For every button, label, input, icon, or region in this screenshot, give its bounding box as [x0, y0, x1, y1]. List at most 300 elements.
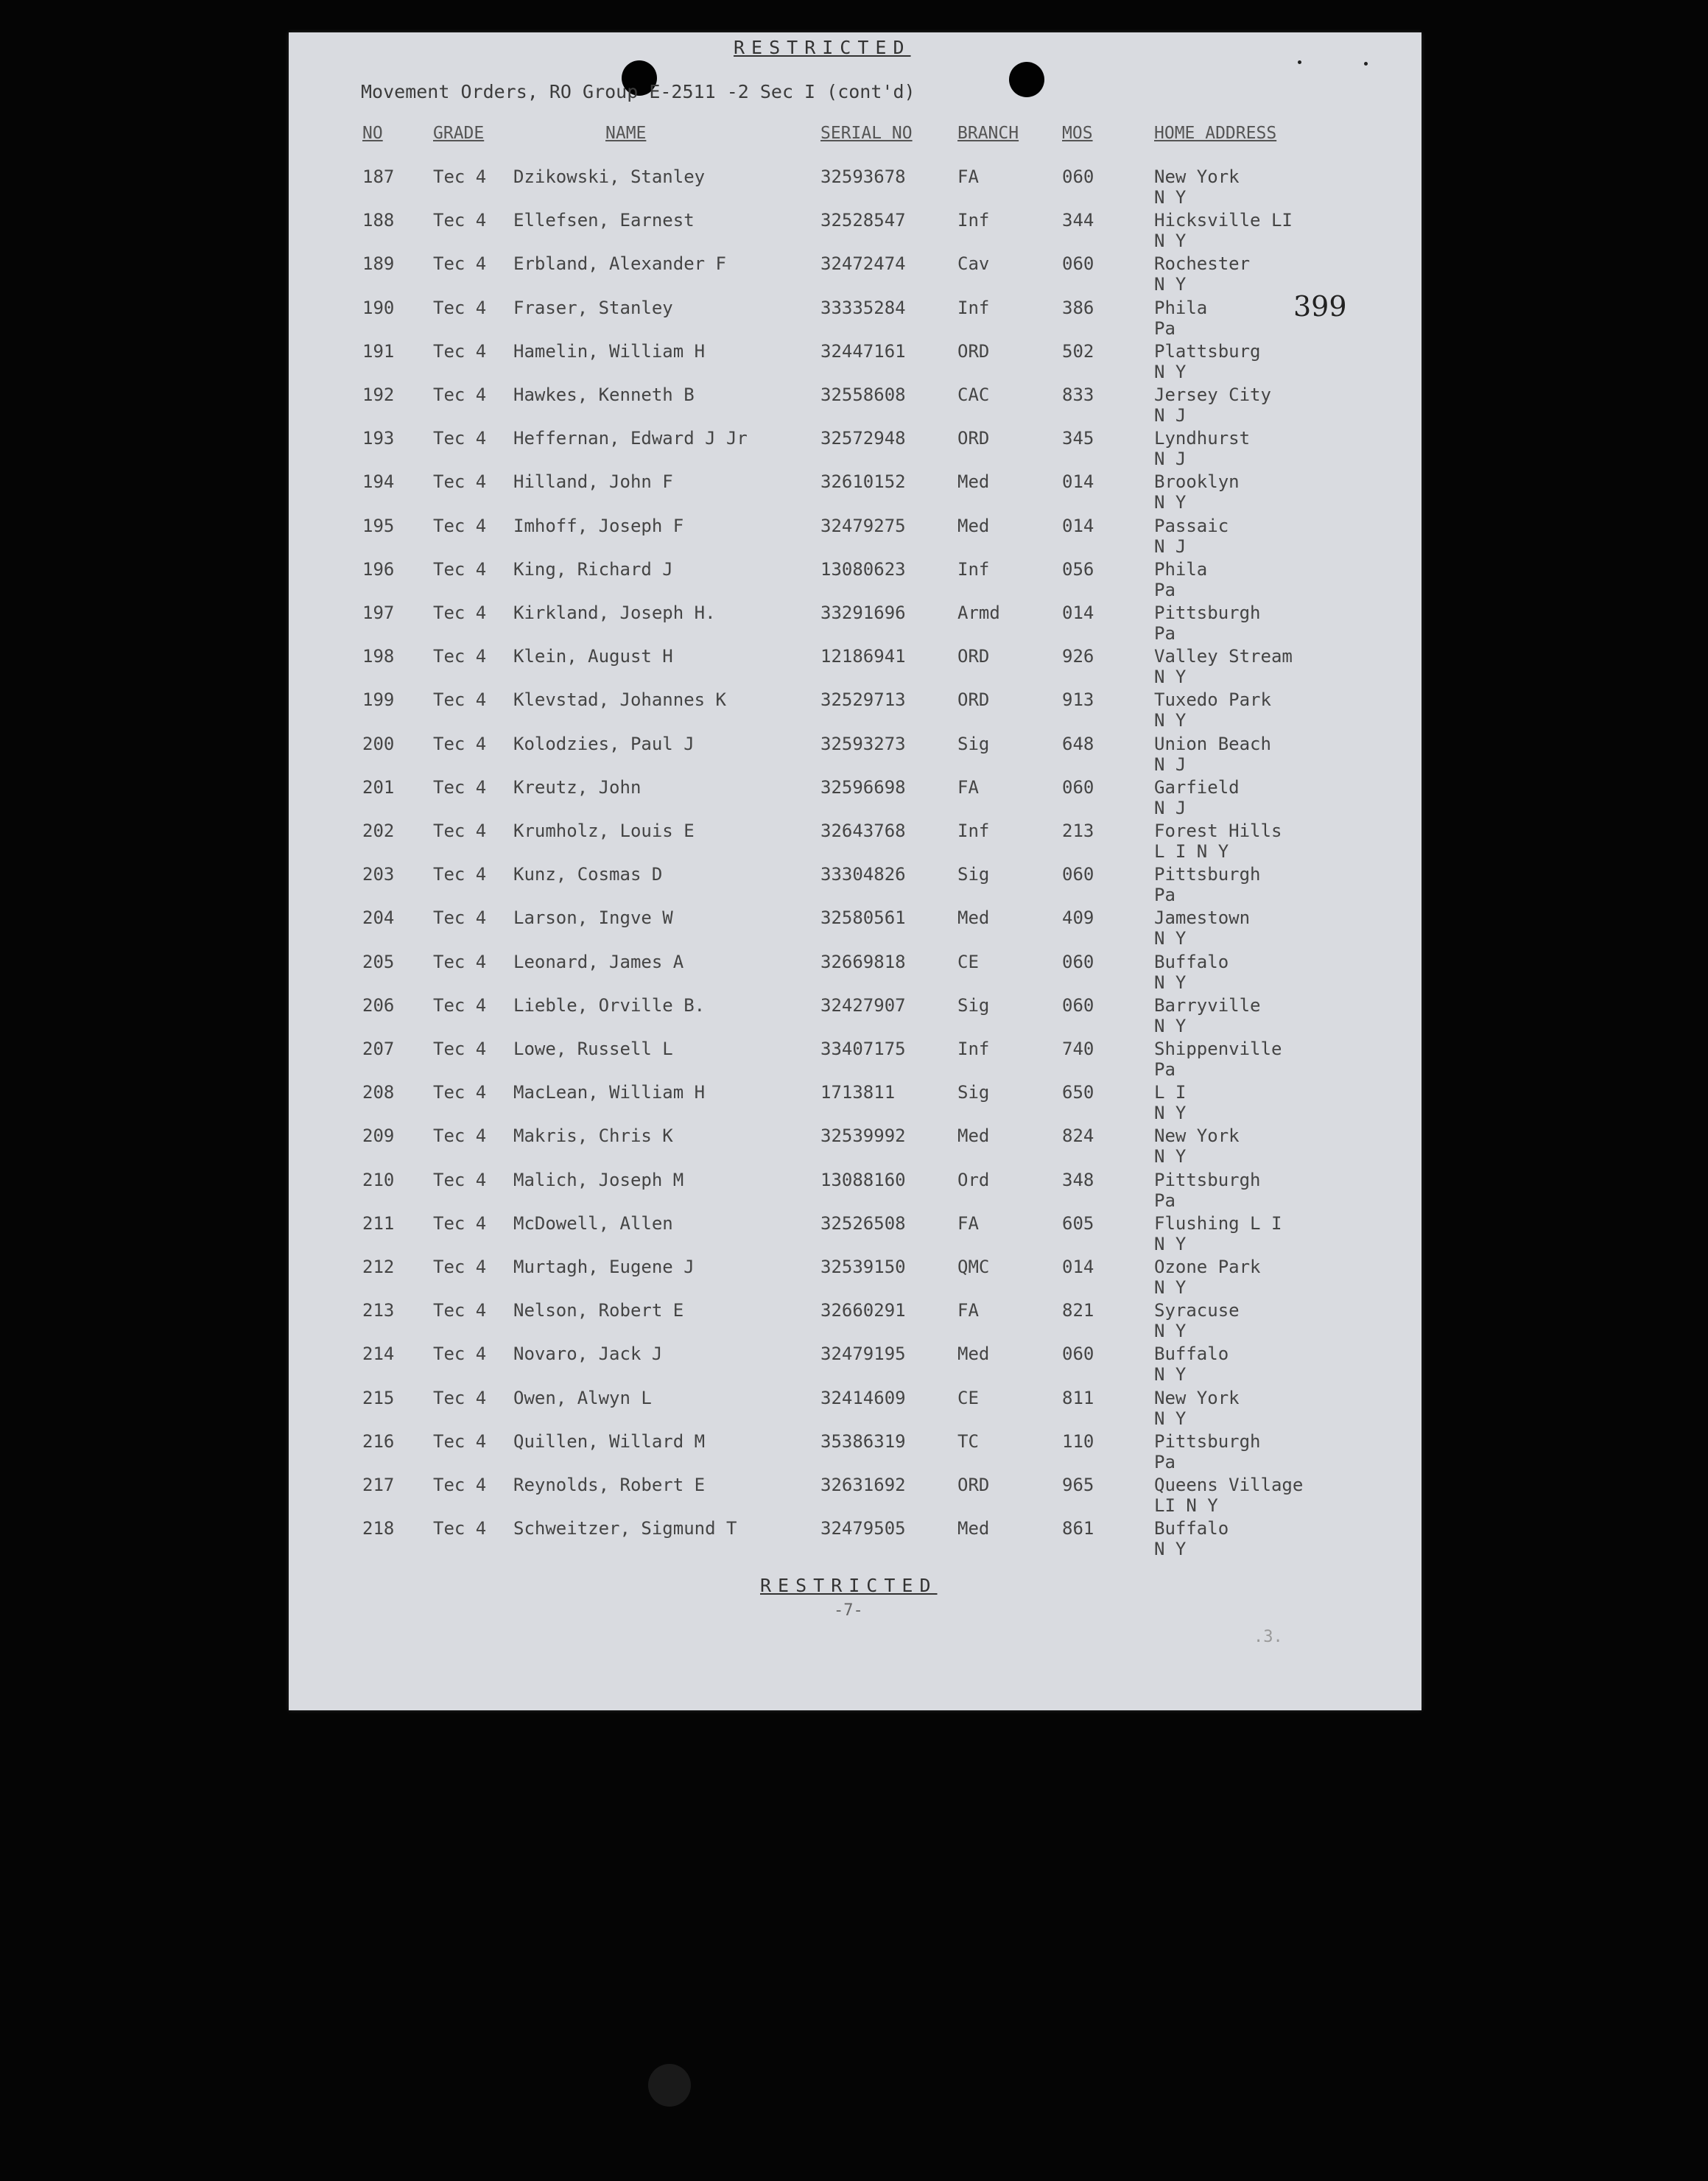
- row-name: Murtagh, Eugene J: [513, 1257, 695, 1277]
- row-serial: 32539992: [820, 1125, 906, 1147]
- row-address-line2: N Y: [1154, 667, 1187, 688]
- row-serial: 32593678: [820, 166, 906, 187]
- row-serial: 13088160: [820, 1169, 906, 1190]
- classification-heading-bottom: RESTRICTED: [760, 1575, 938, 1596]
- row-address-line2: N Y: [1154, 972, 1187, 993]
- row-serial: 33407175: [820, 1039, 906, 1059]
- row-name: Hilland, John F: [513, 471, 673, 493]
- row-grade: Tec 4: [433, 821, 487, 841]
- table-row: [289, 298, 1421, 341]
- header-no: NO: [362, 124, 383, 143]
- row-name: Larson, Ingve W: [513, 907, 673, 929]
- row-mos: 811: [1062, 1387, 1094, 1408]
- table-row: [289, 1518, 1421, 1562]
- row-no: 193: [362, 428, 395, 449]
- row-address-line1: Buffalo: [1154, 1344, 1229, 1365]
- document-page: [289, 32, 1421, 1710]
- table-row: [289, 559, 1421, 603]
- row-address-line2: L I N Y: [1154, 841, 1229, 862]
- row-address-line2: N J: [1154, 449, 1187, 470]
- row-address-line1: Union Beach: [1154, 733, 1271, 754]
- row-name: Klevstad, Johannes K: [513, 689, 726, 711]
- row-no: 211: [362, 1212, 395, 1234]
- classification-heading-top: RESTRICTED: [734, 37, 911, 58]
- row-no: 191: [362, 340, 395, 362]
- row-no: 192: [362, 384, 395, 405]
- row-mos: 344: [1062, 210, 1094, 231]
- row-name: Schweitzer, Sigmund T: [513, 1518, 737, 1539]
- row-address-line2: Pa: [1154, 1059, 1175, 1080]
- row-mos: 060: [1062, 1344, 1094, 1365]
- row-branch: Med: [957, 471, 990, 493]
- row-address-line1: Jamestown: [1154, 907, 1251, 929]
- row-grade: Tec 4: [433, 1300, 487, 1321]
- row-serial: 13080623: [820, 558, 906, 580]
- table-row: [289, 166, 1421, 210]
- table-row: [289, 428, 1421, 471]
- row-serial: 32479505: [820, 1518, 906, 1539]
- row-address-line1: Tuxedo Park: [1154, 689, 1271, 711]
- table-row: [289, 341, 1421, 384]
- row-serial: 35386319: [820, 1430, 906, 1452]
- row-grade: Tec 4: [433, 166, 487, 187]
- row-name: Kreutz, John: [513, 776, 642, 798]
- row-name: Kolodzies, Paul J: [513, 733, 695, 754]
- row-name: Lieble, Orville B.: [513, 994, 706, 1016]
- row-address-line1: Pittsburgh: [1154, 1430, 1261, 1452]
- row-serial: 32479275: [820, 515, 906, 536]
- row-no: 188: [362, 210, 395, 231]
- table-row: [289, 995, 1421, 1039]
- row-no: 199: [362, 689, 395, 711]
- row-serial: 33304826: [820, 864, 906, 885]
- row-no: 197: [362, 603, 395, 623]
- table-row: [289, 384, 1421, 428]
- row-name: McDowell, Allen: [513, 1212, 673, 1234]
- row-address-line1: Buffalo: [1154, 951, 1229, 972]
- row-no: 216: [362, 1430, 395, 1452]
- row-address-line1: L I: [1154, 1082, 1187, 1103]
- row-address-line1: Valley Stream: [1154, 646, 1293, 667]
- row-grade: Tec 4: [433, 253, 487, 275]
- row-grade: Tec 4: [433, 951, 487, 972]
- row-serial: 32526508: [820, 1212, 906, 1234]
- row-mos: 409: [1062, 907, 1094, 929]
- row-mos: 861: [1062, 1518, 1094, 1539]
- row-address-line2: N Y: [1154, 1321, 1187, 1342]
- row-grade: Tec 4: [433, 864, 487, 885]
- table-row: [289, 952, 1421, 995]
- row-address-line2: Pa: [1154, 885, 1175, 906]
- table-row: [289, 777, 1421, 821]
- row-grade: Tec 4: [433, 515, 487, 536]
- row-branch: FA: [957, 1300, 979, 1321]
- row-mos: 060: [1062, 864, 1094, 885]
- row-branch: Inf: [957, 210, 990, 231]
- row-address-line1: Queens Village: [1154, 1475, 1304, 1495]
- row-address-line2: N J: [1154, 405, 1187, 426]
- row-branch: Med: [957, 515, 990, 536]
- row-mos: 060: [1062, 994, 1094, 1016]
- row-grade: Tec 4: [433, 1212, 487, 1234]
- row-name: Makris, Chris K: [513, 1125, 673, 1147]
- row-mos: 648: [1062, 733, 1094, 754]
- row-branch: Inf: [957, 821, 990, 841]
- row-address-line1: Phila: [1154, 558, 1208, 580]
- row-no: 214: [362, 1344, 395, 1365]
- row-mos: 965: [1062, 1475, 1094, 1495]
- row-address-line2: N Y: [1154, 1277, 1187, 1298]
- table-row: [289, 1344, 1421, 1387]
- row-address-line2: N Y: [1154, 710, 1187, 731]
- row-name: Hamelin, William H: [513, 340, 706, 362]
- row-mos: 213: [1062, 821, 1094, 841]
- row-grade: Tec 4: [433, 1387, 487, 1408]
- row-branch: CAC: [957, 384, 990, 405]
- row-no: 208: [362, 1082, 395, 1103]
- table-row: [289, 1213, 1421, 1257]
- row-name: Owen, Alwyn L: [513, 1387, 652, 1408]
- row-mos: 502: [1062, 340, 1094, 362]
- row-mos: 056: [1062, 558, 1094, 580]
- row-address-line2: N Y: [1154, 361, 1187, 382]
- row-grade: Tec 4: [433, 1039, 487, 1059]
- table-row: [289, 1257, 1421, 1300]
- row-serial: 32660291: [820, 1300, 906, 1321]
- row-name: Kirkland, Joseph H.: [513, 603, 716, 623]
- row-grade: Tec 4: [433, 689, 487, 711]
- row-no: 200: [362, 733, 395, 754]
- row-no: 204: [362, 907, 395, 929]
- dust-speck: [1364, 62, 1368, 66]
- row-mos: 913: [1062, 689, 1094, 711]
- row-serial: 32593273: [820, 733, 906, 754]
- row-address-line2: N Y: [1154, 187, 1187, 208]
- row-mos: 060: [1062, 776, 1094, 798]
- page-sequence-mark: -7-: [834, 1601, 863, 1620]
- row-no: 201: [362, 776, 395, 798]
- row-address-line1: Hicksville LI: [1154, 210, 1293, 231]
- row-address-line1: Pittsburgh: [1154, 1169, 1261, 1190]
- row-address-line2: Pa: [1154, 579, 1175, 600]
- row-address-line2: Pa: [1154, 1190, 1175, 1211]
- row-address-line2: Pa: [1154, 623, 1175, 644]
- row-address-line2: N J: [1154, 535, 1187, 557]
- row-branch: Armd: [957, 603, 1000, 623]
- row-address-line2: N Y: [1154, 1408, 1187, 1429]
- row-mos: 060: [1062, 166, 1094, 187]
- punch-hole: [1009, 62, 1044, 97]
- table-row: [289, 516, 1421, 559]
- row-address-line1: Ozone Park: [1154, 1257, 1261, 1277]
- row-name: Reynolds, Robert E: [513, 1475, 706, 1495]
- row-grade: Tec 4: [433, 1518, 487, 1539]
- row-branch: Sig: [957, 1082, 990, 1103]
- row-address-line1: Garfield: [1154, 776, 1240, 798]
- row-serial: 32596698: [820, 776, 906, 798]
- row-grade: Tec 4: [433, 733, 487, 754]
- row-address-line1: Pittsburgh: [1154, 864, 1261, 885]
- row-address-line1: Jersey City: [1154, 384, 1271, 405]
- row-serial: 32528547: [820, 210, 906, 231]
- row-serial: 32529713: [820, 689, 906, 711]
- row-branch: CE: [957, 1387, 979, 1408]
- row-no: 207: [362, 1039, 395, 1059]
- row-name: Klein, August H: [513, 646, 673, 667]
- row-serial: 32631692: [820, 1475, 906, 1495]
- row-branch: QMC: [957, 1257, 990, 1277]
- row-branch: Med: [957, 907, 990, 929]
- row-address-line1: Barryville: [1154, 994, 1261, 1016]
- table-row: [289, 210, 1421, 253]
- row-address-line2: N Y: [1154, 492, 1187, 513]
- table-row: [289, 1431, 1421, 1475]
- row-no: 209: [362, 1125, 395, 1147]
- row-name: Kunz, Cosmas D: [513, 864, 663, 885]
- row-branch: ORD: [957, 428, 990, 449]
- row-name: Heffernan, Edward J Jr: [513, 428, 748, 449]
- row-grade: Tec 4: [433, 297, 487, 318]
- row-address-line1: Syracuse: [1154, 1300, 1240, 1321]
- row-address-line1: Passaic: [1154, 515, 1229, 536]
- table-row: [289, 734, 1421, 777]
- table-row: [289, 253, 1421, 297]
- row-grade: Tec 4: [433, 471, 487, 493]
- table-row: [289, 689, 1421, 733]
- row-name: Krumholz, Louis E: [513, 821, 695, 841]
- row-address-line2: N Y: [1154, 1103, 1187, 1124]
- row-mos: 650: [1062, 1082, 1094, 1103]
- row-serial: 32669818: [820, 951, 906, 972]
- row-name: Fraser, Stanley: [513, 297, 673, 318]
- row-serial: 32643768: [820, 821, 906, 841]
- page-number: 399: [1293, 290, 1347, 323]
- row-grade: Tec 4: [433, 558, 487, 580]
- row-no: 190: [362, 297, 395, 318]
- row-mos: 345: [1062, 428, 1094, 449]
- row-grade: Tec 4: [433, 1125, 487, 1147]
- row-grade: Tec 4: [433, 1257, 487, 1277]
- row-grade: Tec 4: [433, 1430, 487, 1452]
- row-address-line2: LI N Y: [1154, 1495, 1218, 1516]
- row-mos: 824: [1062, 1125, 1094, 1147]
- row-no: 218: [362, 1518, 395, 1539]
- row-mos: 060: [1062, 951, 1094, 972]
- row-branch: Med: [957, 1518, 990, 1539]
- header-branch: BRANCH: [957, 124, 1019, 143]
- row-no: 203: [362, 864, 395, 885]
- row-address-line2: N Y: [1154, 1539, 1187, 1560]
- row-address-line2: N Y: [1154, 1233, 1187, 1254]
- row-branch: ORD: [957, 646, 990, 667]
- row-address-line1: Flushing L I: [1154, 1212, 1282, 1234]
- row-name: Imhoff, Joseph F: [513, 515, 684, 536]
- row-address-line1: New York: [1154, 1125, 1240, 1147]
- table-row: [289, 1388, 1421, 1431]
- row-mos: 821: [1062, 1300, 1094, 1321]
- row-address-line2: N Y: [1154, 1364, 1187, 1385]
- row-grade: Tec 4: [433, 776, 487, 798]
- row-grade: Tec 4: [433, 1344, 487, 1365]
- row-name: MacLean, William H: [513, 1082, 706, 1103]
- row-grade: Tec 4: [433, 1475, 487, 1495]
- table-row: [289, 1300, 1421, 1344]
- row-grade: Tec 4: [433, 603, 487, 623]
- row-no: 202: [362, 821, 395, 841]
- row-branch: Inf: [957, 297, 990, 318]
- row-serial: 32427907: [820, 994, 906, 1016]
- row-branch: ORD: [957, 340, 990, 362]
- row-branch: Sig: [957, 733, 990, 754]
- row-address-line2: Pa: [1154, 1451, 1175, 1472]
- row-branch: Med: [957, 1344, 990, 1365]
- header-mos: MOS: [1062, 124, 1093, 143]
- table-row: [289, 1082, 1421, 1125]
- row-address-line1: Lyndhurst: [1154, 428, 1251, 449]
- row-grade: Tec 4: [433, 428, 487, 449]
- row-serial: 32580561: [820, 907, 906, 929]
- row-branch: Inf: [957, 558, 990, 580]
- row-mos: 386: [1062, 297, 1094, 318]
- row-name: Malich, Joseph M: [513, 1169, 684, 1190]
- row-address-line1: Buffalo: [1154, 1518, 1229, 1539]
- row-branch: Inf: [957, 1039, 990, 1059]
- row-serial: 32539150: [820, 1257, 906, 1277]
- row-serial: 32472474: [820, 253, 906, 275]
- table-row: [289, 646, 1421, 689]
- row-name: Nelson, Robert E: [513, 1300, 684, 1321]
- row-no: 210: [362, 1169, 395, 1190]
- row-address-line1: Shippenville: [1154, 1039, 1282, 1059]
- row-serial: 32414609: [820, 1387, 906, 1408]
- row-branch: ORD: [957, 1475, 990, 1495]
- row-address-line1: Plattsburg: [1154, 340, 1261, 362]
- row-grade: Tec 4: [433, 646, 487, 667]
- row-serial: 32479195: [820, 1344, 906, 1365]
- row-grade: Tec 4: [433, 994, 487, 1016]
- row-name: Lowe, Russell L: [513, 1039, 673, 1059]
- row-branch: Ord: [957, 1169, 990, 1190]
- row-no: 212: [362, 1257, 395, 1277]
- row-mos: 833: [1062, 384, 1094, 405]
- row-no: 187: [362, 166, 395, 187]
- row-mos: 926: [1062, 646, 1094, 667]
- document-title: Movement Orders, RO Group E-2511 -2 Sec I (cont'd): [361, 81, 915, 102]
- dust-speck: [1298, 60, 1301, 64]
- row-grade: Tec 4: [433, 340, 487, 362]
- row-serial: 32610152: [820, 471, 906, 493]
- row-no: 196: [362, 558, 395, 580]
- row-address-line1: Brooklyn: [1154, 471, 1240, 493]
- header-grade: GRADE: [433, 124, 485, 143]
- row-no: 195: [362, 515, 395, 536]
- row-address-line2: N Y: [1154, 1015, 1187, 1036]
- row-address-line1: Forest Hills: [1154, 821, 1282, 841]
- table-row: [289, 1170, 1421, 1213]
- row-branch: FA: [957, 776, 979, 798]
- table-row: [289, 603, 1421, 646]
- row-mos: 605: [1062, 1212, 1094, 1234]
- row-mos: 110: [1062, 1430, 1094, 1452]
- header-name: NAME: [605, 124, 647, 143]
- row-name: King, Richard J: [513, 558, 673, 580]
- row-serial: 33335284: [820, 297, 906, 318]
- row-address-line2: Pa: [1154, 317, 1175, 339]
- row-name: Novaro, Jack J: [513, 1344, 663, 1365]
- row-branch: FA: [957, 166, 979, 187]
- row-address-line1: New York: [1154, 166, 1240, 187]
- column-headers: [289, 124, 1421, 150]
- table-row: [289, 907, 1421, 951]
- row-no: 217: [362, 1475, 395, 1495]
- row-no: 205: [362, 951, 395, 972]
- row-address-line2: N J: [1154, 797, 1187, 818]
- row-address-line2: N J: [1154, 754, 1187, 775]
- row-name: Erbland, Alexander F: [513, 253, 726, 275]
- row-mos: 014: [1062, 471, 1094, 493]
- table-row: [289, 1125, 1421, 1169]
- row-mos: 348: [1062, 1169, 1094, 1190]
- row-branch: Sig: [957, 864, 990, 885]
- row-mos: 060: [1062, 253, 1094, 275]
- row-grade: Tec 4: [433, 1082, 487, 1103]
- row-branch: FA: [957, 1212, 979, 1234]
- row-address-line1: Pittsburgh: [1154, 603, 1261, 623]
- row-serial: 33291696: [820, 603, 906, 623]
- row-name: Quillen, Willard M: [513, 1430, 706, 1452]
- row-name: Ellefsen, Earnest: [513, 210, 695, 231]
- table-row: [289, 864, 1421, 907]
- row-name: Leonard, James A: [513, 951, 684, 972]
- row-grade: Tec 4: [433, 1169, 487, 1190]
- table-row: [289, 1475, 1421, 1518]
- row-branch: TC: [957, 1430, 979, 1452]
- row-grade: Tec 4: [433, 384, 487, 405]
- row-grade: Tec 4: [433, 210, 487, 231]
- row-address-line1: Rochester: [1154, 253, 1251, 275]
- row-address-line2: N Y: [1154, 231, 1187, 252]
- row-branch: Med: [957, 1125, 990, 1147]
- row-branch: Cav: [957, 253, 990, 275]
- row-mos: 740: [1062, 1039, 1094, 1059]
- row-serial: 32572948: [820, 428, 906, 449]
- row-no: 213: [362, 1300, 395, 1321]
- row-no: 189: [362, 253, 395, 275]
- row-mos: 014: [1062, 1257, 1094, 1277]
- row-branch: ORD: [957, 689, 990, 711]
- row-mos: 014: [1062, 603, 1094, 623]
- row-mos: 014: [1062, 515, 1094, 536]
- row-address-line2: N Y: [1154, 928, 1187, 949]
- row-address-line1: Phila: [1154, 297, 1208, 318]
- row-branch: Sig: [957, 994, 990, 1016]
- table-row: [289, 1039, 1421, 1082]
- row-serial: 1713811: [820, 1082, 896, 1103]
- row-name: Hawkes, Kenneth B: [513, 384, 695, 405]
- row-address-line2: N Y: [1154, 1146, 1187, 1167]
- row-no: 206: [362, 994, 395, 1016]
- row-no: 215: [362, 1387, 395, 1408]
- row-no: 194: [362, 471, 395, 493]
- row-no: 198: [362, 646, 395, 667]
- film-blemish: [648, 2064, 691, 2107]
- row-address-line1: New York: [1154, 1387, 1240, 1408]
- table-row: [289, 471, 1421, 515]
- row-address-line2: N Y: [1154, 274, 1187, 295]
- row-serial: 32558608: [820, 384, 906, 405]
- corner-mark: .3.: [1254, 1628, 1283, 1646]
- row-serial: 12186941: [820, 646, 906, 667]
